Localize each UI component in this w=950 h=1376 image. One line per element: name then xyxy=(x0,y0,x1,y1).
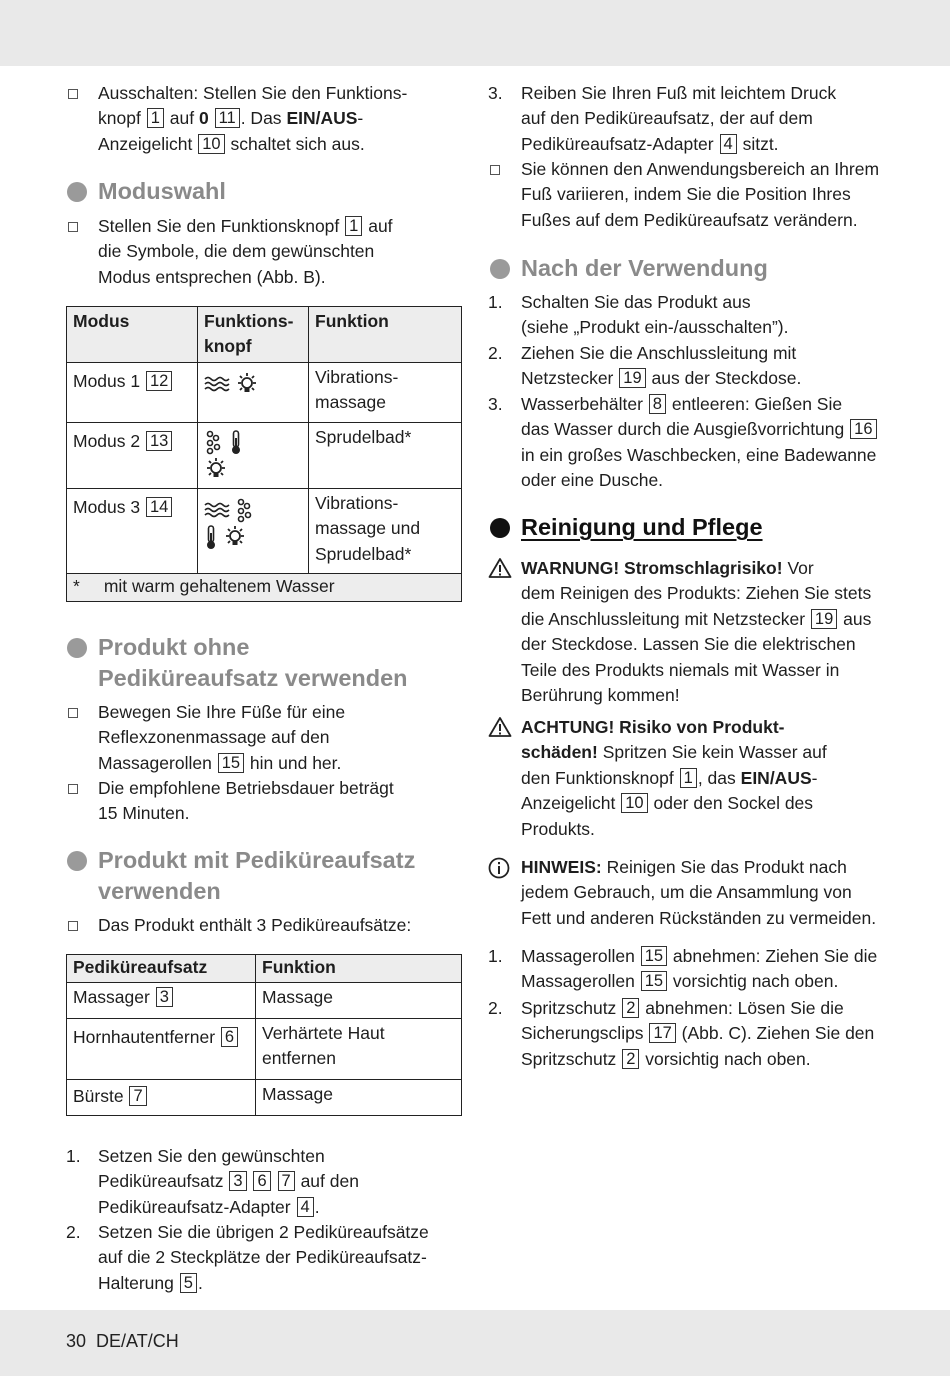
step-number: 3. xyxy=(488,394,503,414)
text: . xyxy=(314,1196,320,1217)
part-number: 19 xyxy=(619,368,645,388)
part-number: 11 xyxy=(215,108,240,128)
text: Pediküreaufsatz-Adapter xyxy=(521,133,714,154)
table-row: Massager 3 Massage xyxy=(67,983,462,1019)
text: Reflexzonenmassage auf den xyxy=(98,727,330,748)
text: auf die 2 Steckplätze der Pediküreaufsatz- xyxy=(98,1247,427,1268)
text: EIN/AUS xyxy=(286,108,358,129)
part-number: 6 xyxy=(253,1171,270,1191)
step-3 xyxy=(521,81,836,157)
text: knopf xyxy=(98,108,141,129)
part-number: 12 xyxy=(146,371,172,391)
duration-instruction xyxy=(98,776,394,827)
step-1 xyxy=(98,1144,359,1220)
col-header: Pediküreaufsatz xyxy=(67,955,256,983)
text: Setzen Sie die übrigen 2 Pediküreaufsätze xyxy=(98,1222,429,1242)
part-number: 4 xyxy=(720,134,737,154)
checkbox-bullet xyxy=(68,222,78,232)
heading-reinigung: Reinigung und Pflege xyxy=(521,514,763,540)
checkbox-bullet xyxy=(68,784,78,794)
table-note: * mit warm gehaltenem Wasser xyxy=(67,573,462,601)
text: abnehmen: Ziehen Sie die xyxy=(672,946,878,966)
mit-instruction: Das Produkt enthält 3 Pediküreaufsätze: xyxy=(98,915,412,935)
step-number: 2. xyxy=(66,1222,81,1242)
text: Pediküreaufsatz xyxy=(98,1171,224,1192)
text: Spritzen Sie kein Wasser auf xyxy=(602,742,827,763)
text: Fett und anderen Rückständen zu vermeiden. xyxy=(521,907,877,928)
table-row: Modus 2 13 Sprudelbad* xyxy=(67,422,462,488)
heading-mit xyxy=(98,845,415,907)
table-row: Modus 1 12 Vibrations- massage xyxy=(67,362,462,422)
col-header: Funktions- knopf xyxy=(198,307,309,363)
light-icon xyxy=(204,457,228,481)
part-number: 15 xyxy=(641,946,667,966)
heading-bullet xyxy=(490,259,510,279)
text: Massagerollen xyxy=(98,752,212,773)
text: Massagerollen xyxy=(521,946,635,966)
thermometer-icon xyxy=(204,524,218,550)
region-label: DE/AT/CH xyxy=(96,1331,179,1351)
table-row: Hornhautentferner 6 Verhärtete Haut entfernen xyxy=(67,1019,462,1080)
caution-label: ACHTUNG! Risiko von Produkt- xyxy=(521,717,785,737)
text: Fußes auf dem Pediküreaufsatz verändern. xyxy=(521,209,858,230)
text: Sie können den Anwendungsbereich an Ihrem xyxy=(521,159,880,179)
checkbox-bullet xyxy=(68,708,78,718)
clean-step-2 xyxy=(521,996,874,1072)
text: auf den Pediküreaufsatz, der auf dem xyxy=(521,108,813,129)
text: Setzen Sie den gewünschten xyxy=(98,1146,325,1166)
step-2 xyxy=(98,1220,429,1296)
text: vorsichtig nach oben. xyxy=(672,971,839,992)
caution-label: schäden! xyxy=(521,742,598,763)
step-number: 1. xyxy=(488,292,503,312)
text: jedem Gebrauch, um die Ansammlung von xyxy=(521,882,852,903)
col-header: Funktion xyxy=(256,955,462,983)
page-number: 30 xyxy=(66,1331,87,1351)
text: - xyxy=(811,767,818,788)
heading-line: Pediküreaufsatz verwenden xyxy=(98,665,408,691)
col-header: Modus xyxy=(67,307,198,363)
info-icon xyxy=(488,857,510,879)
text: Reiben Sie Ihren Fuß mit leichtem Druck xyxy=(521,83,837,103)
table-row: Bürste 7 Massage xyxy=(67,1080,462,1116)
text: Die empfohlene Betriebsdauer beträgt xyxy=(98,778,394,798)
part-number: 15 xyxy=(641,971,667,991)
hint-label: HINWEIS: xyxy=(521,857,602,877)
text: abnehmen: Lösen Sie die xyxy=(645,998,844,1018)
page-footer xyxy=(66,1331,189,1352)
light-icon xyxy=(223,525,247,549)
text: sitzt. xyxy=(742,133,779,154)
part-number: 4 xyxy=(297,1197,314,1217)
text: (Abb. C). Ziehen Sie den xyxy=(681,1023,875,1044)
text: (siehe „Produkt ein-/ausschalten”). xyxy=(521,317,789,338)
part-number: 5 xyxy=(180,1273,197,1293)
step-number: 1. xyxy=(488,946,503,966)
text: Teile des Produkts niemals mit Wasser in xyxy=(521,659,840,680)
checkbox-bullet xyxy=(68,921,78,931)
text: Netzstecker xyxy=(521,368,614,389)
text: aus xyxy=(843,608,872,629)
text: Ziehen Sie die Anschlussleitung mit xyxy=(521,343,797,363)
text: . Das xyxy=(240,108,282,129)
light-icon xyxy=(235,372,259,396)
text: aus der Steckdose. xyxy=(651,368,802,389)
mode-table xyxy=(66,306,462,602)
text: Anzeigelicht xyxy=(98,133,193,154)
text: den Funktionsknopf xyxy=(521,767,674,788)
clean-step-1 xyxy=(521,944,877,995)
text: Anzeigelicht xyxy=(521,793,616,814)
heading-bullet xyxy=(67,638,87,658)
moduswahl-instruction xyxy=(98,214,393,290)
thermometer-icon xyxy=(229,429,243,455)
text: Pediküreaufsatz-Adapter xyxy=(98,1196,291,1217)
part-number: 16 xyxy=(850,419,876,439)
text: , das xyxy=(697,767,736,788)
part-number: 10 xyxy=(621,793,647,813)
heading-line: Produkt mit Pediküreaufsatz xyxy=(98,847,416,873)
text: auf den xyxy=(300,1171,359,1192)
warning-icon xyxy=(488,557,512,579)
part-number: 13 xyxy=(146,431,172,451)
text: Bewegen Sie Ihre Füße für eine xyxy=(98,702,346,722)
step-number: 2. xyxy=(488,998,503,1018)
nach-step-2 xyxy=(521,341,801,392)
waves-icon xyxy=(204,501,230,519)
text: auf xyxy=(169,108,195,129)
step-number: 1. xyxy=(66,1146,81,1166)
part-number: 2 xyxy=(622,998,639,1018)
text: Ausschalten: Stellen Sie den Funktions- xyxy=(98,83,408,103)
part-number: 3 xyxy=(229,1171,246,1191)
hint-block xyxy=(521,855,876,931)
heading-ohne xyxy=(98,632,408,694)
header-band xyxy=(0,0,950,66)
checkbox-bullet xyxy=(68,89,78,99)
text: 15 Minuten. xyxy=(98,803,190,824)
text: - xyxy=(357,108,364,129)
part-number: 15 xyxy=(218,753,244,773)
part-number: 7 xyxy=(278,1171,295,1191)
checkbox-bullet xyxy=(490,165,500,175)
table-row: Modus 3 14 Vibrations- massage und Sprudelbad* xyxy=(67,488,462,573)
text: Vor xyxy=(787,558,814,578)
heading-line: Produkt ohne xyxy=(98,634,250,660)
text: Halterung xyxy=(98,1272,174,1293)
tip-instruction xyxy=(521,157,879,233)
text: Fuß variieren, indem Sie die Position Ihres xyxy=(521,184,851,205)
text: Sicherungsclips xyxy=(521,1023,644,1044)
heading-bullet xyxy=(67,182,87,202)
heading-moduswahl: Moduswahl xyxy=(98,178,226,204)
part-number: 2 xyxy=(622,1049,639,1069)
waves-icon xyxy=(204,375,230,393)
text: Schalten Sie das Produkt aus xyxy=(521,292,751,312)
text: der Steckdose. Lassen Sie die elektrischen xyxy=(521,634,856,655)
text: hin und her. xyxy=(249,752,342,773)
text: schaltet sich aus. xyxy=(230,133,365,154)
step-number: 2. xyxy=(488,343,503,363)
text: Berührung kommen! xyxy=(521,685,680,706)
part-number: 14 xyxy=(146,497,172,517)
text: Modus entsprechen (Abb. B). xyxy=(98,266,326,287)
step-number: 3. xyxy=(488,83,503,103)
heading-bullet xyxy=(67,851,87,871)
text: Stellen Sie den Funktionsknopf xyxy=(98,216,340,236)
ohne-instruction xyxy=(98,700,345,776)
part-number: 8 xyxy=(649,394,666,414)
text: die Symbole, die dem gewünschten xyxy=(98,241,375,262)
text: Produkts. xyxy=(521,818,595,839)
attachment-table xyxy=(66,954,462,1116)
text: vorsichtig nach oben. xyxy=(645,1048,811,1069)
text: die Anschlussleitung mit Netzstecker xyxy=(521,608,806,629)
heading-nach: Nach der Verwendung xyxy=(521,255,768,281)
bubbles-icon xyxy=(235,497,255,523)
text: Massagerollen xyxy=(521,971,635,992)
heading-line: verwenden xyxy=(98,878,221,904)
part-number: 10 xyxy=(198,134,224,154)
part-number: 1 xyxy=(680,768,697,788)
part-number: 19 xyxy=(811,609,837,629)
heading-bullet xyxy=(490,518,510,538)
warning-block xyxy=(521,556,871,708)
bubbles-icon xyxy=(204,429,224,455)
text: Spritzschutz xyxy=(521,1048,617,1069)
nach-step-1 xyxy=(521,290,788,341)
text: das Wasser durch die Ausgießvorrichtung xyxy=(521,419,845,440)
col-header: Funktion xyxy=(309,307,462,363)
text: oder eine Dusche. xyxy=(521,470,664,491)
text: entleeren: Gießen Sie xyxy=(671,394,843,414)
text: Spritzschutz xyxy=(521,998,617,1018)
text: in ein großes Waschbecken, eine Badewanne xyxy=(521,444,877,465)
warning-label: WARNUNG! Stromschlagrisiko! xyxy=(521,558,783,578)
warning-icon xyxy=(488,716,512,738)
text: EIN/AUS xyxy=(740,767,812,788)
text: Reinigen Sie das Produkt nach xyxy=(606,857,847,877)
part-number: 7 xyxy=(129,1086,146,1106)
caution-block xyxy=(521,715,827,842)
text: . xyxy=(197,1272,203,1293)
part-number: 17 xyxy=(649,1023,675,1043)
nach-step-3 xyxy=(521,392,878,494)
text: oder den Sockel des xyxy=(653,793,814,814)
part-number: 1 xyxy=(345,216,362,236)
text: 0 xyxy=(198,108,209,129)
off-instruction xyxy=(98,81,407,157)
part-number: 1 xyxy=(147,108,164,128)
text: Wasserbehälter xyxy=(521,394,643,414)
part-number: 6 xyxy=(221,1027,238,1047)
part-number: 3 xyxy=(156,987,173,1007)
text: dem Reinigen des Produkts: Ziehen Sie stets xyxy=(521,583,872,604)
text: auf xyxy=(368,216,393,236)
